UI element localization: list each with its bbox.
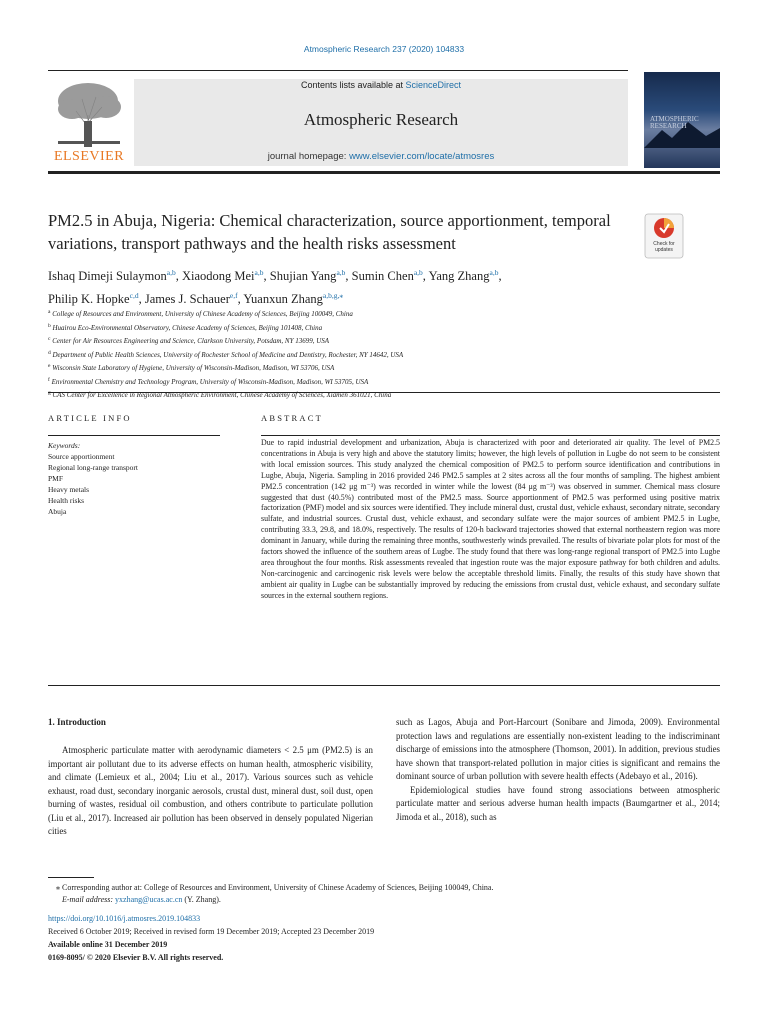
affiliations bbox=[48, 307, 668, 402]
sciencedirect-link[interactable]: ScienceDirect bbox=[405, 80, 462, 90]
affiliation-item: $^c$ Center for Air Resources Engineering and Science, Clarkson University, Potsdam, NY 13699, USA bbox=[48, 336, 330, 345]
intro-paragraph: such as Lagos, Abuja and Port-Harcourt (Sonibare and Jimoda, 2009). Environmental protection laws and regulations are essentially non-existent leading to the indiscriminant discharge of emissions into the atmosphere (Thomson, 2001). In addition, previous studies have shown that transport-related pollution in major cities is significant and remains the dominant source of urban pollution with severe health effects (Adebayo et al., 2016). bbox=[396, 717, 720, 781]
corresponding-author-note: ⁎ Corresponding author at: College of Resources and Environment, University of Chinese Academy of Sciences, Beijing 100049, China. bbox=[56, 883, 494, 892]
author[interactable]: Ishaq Dimeji Sulaymon$^{a,b}$, bbox=[48, 268, 182, 283]
homepage-prefix: journal homepage: bbox=[267, 151, 350, 162]
journal-citation[interactable]: Atmospheric Research 237 (2020) 104833 bbox=[303, 44, 465, 54]
affiliation-item: $^e$ Wisconsin State Laboratory of Hygiene, University of Wisconsin-Madison, Madison, WI 53706, USA bbox=[48, 363, 335, 372]
author[interactable]: Xiaodong Mei$^{a,b}$, bbox=[181, 268, 270, 283]
footnote bbox=[48, 882, 720, 906]
keyword: Abuja bbox=[48, 507, 67, 516]
intro-paragraph: Epidemiological studies have found strong associations between atmospheric particulate matter and serious adverse human health impacts (Baumgartner et al., 2014; Jimoda et al., 2018), such as bbox=[396, 784, 720, 822]
paper-title: PM2.5 in Abuja, Nigeria: Chemical characterization, source apportionment, temporal variations, transport pathways and the health risks assessment bbox=[48, 211, 611, 253]
received-dates: Received 6 October 2019; Received in revised form 19 December 2019; Accepted 23 December 2019 bbox=[48, 927, 375, 936]
online-date: Available online 31 December 2019 bbox=[48, 940, 168, 949]
section-rule bbox=[48, 392, 720, 393]
abstract-rule bbox=[261, 435, 720, 436]
header-top-rule bbox=[48, 70, 628, 71]
affiliation-item: $^b$ Huairou Eco-Environmental Observatory, Chinese Academy of Sciences, Beijing 101408, China bbox=[48, 322, 323, 332]
abstract-bottom-rule bbox=[48, 685, 720, 686]
abstract-heading: ABSTRACT bbox=[261, 413, 323, 423]
abstract-text: Due to rapid industrial development and urbanization, Abuja is characterized with poor and deteriorated air quality. The level of PM2.5 concentrations in Abuja is very high and above the statutory limits; however, the high levels of pollution in Lugbe do not seem to be consistent with local emission sources. This study analyzed the chemical composition of PM2.5 to perform source identification and contributions in Lugbe, Abuja, Nigeria. Sampling in 2016 provided 246 PM2.5 samples at 2 sites across all the four months of sampling. The highest ambient PM2.5 concentration (142 μg m⁻³) was recorded in winter while the lowest (84 μg m⁻³) was observed in summer. Chemical mass closure suggested that dust (40.5%) contributed most of the PM2.5 mass. Source apportionment of PM2.5 was performed using positive matrix factorization (PMF) model and six sources were identified. They include mineral dust, crustal dust, vehicle exhaust, secondary nitrate, secondary sulfate, and industrial sources. Crustal dust, vehicle exhaust, and secondary sulfate were the major sources of ambient PM2.5 in Lugbe, contributing 33.3, 29.8, and 18.0%, respectively. The results of 120-h backward trajectories showed that external northeastern region was more dominant in January, while during the remaining three months, southwesterly winds prevailed. The results of bivariate polar plots for most of the factors showed the influence of the southern areas of Lugbe. The study found that there was long-range regional transport of PM2.5 into Lugbe area throughout the four months. Risk assessments revealed that ingestion route was the major exposure pathway for both children and adults. Non-carcinogenic and carcinogenic risk levels were below the acceptable threshold limits. Finally, the results of this study have shown that ambient air quality in Lugbe can be substantially improved by reducing the emissions from crustal dust, vehicle exhaust, and secondary sulfate sources in the external southern regions. bbox=[261, 438, 720, 600]
affiliation-item: $^a$ College of Resources and Environment, University of Chinese Academy of Sciences, Beijing 100049, China bbox=[48, 309, 353, 318]
header-bottom-rule bbox=[48, 171, 720, 174]
intro-right-column bbox=[396, 716, 720, 824]
intro-heading: 1. Introduction bbox=[48, 717, 106, 727]
intro-left-column bbox=[48, 744, 373, 839]
contents-line bbox=[134, 80, 628, 90]
footnote-rule bbox=[48, 877, 94, 878]
cover-title: ATMOSPHERIC RESEARCH bbox=[650, 115, 699, 130]
homepage-link[interactable]: www.elsevier.com/locate/atmosres bbox=[349, 151, 495, 162]
elsevier-tree-icon bbox=[48, 77, 130, 149]
doi-link[interactable]: https://doi.org/10.1016/j.atmosres.2019.104833 bbox=[48, 914, 201, 923]
journal-title: Atmospheric Research bbox=[303, 110, 459, 129]
copyright: 0169-8095/ © 2020 Elsevier B.V. All rights reserved. bbox=[48, 953, 224, 962]
author[interactable]: Yuanxun Zhang$^{a,b,g,⁎}$ bbox=[243, 291, 344, 306]
keywords-label: Keywords: bbox=[48, 441, 81, 450]
elsevier-logo[interactable] bbox=[48, 77, 130, 167]
keywords-block bbox=[48, 440, 228, 517]
intro-paragraph: Atmospheric particulate matter with aerodynamic diameters < 2.5 μm (PM2.5) is an important air pollutant due to its adverse effects on human health, atmospheric visibility, and climate (Lemieux et al., 2004; Liu et al., 2017). Various sources such as vehicle exhaust, road dust, secondary inorganic aerosols, crustal dust, mineral dust, soil dust, open burning of wastes, residual oil combustion, and others contribute to particulate pollution (Liu et al., 2017). Increased air pollution has been observed in densely populated Nigerian cities bbox=[48, 745, 373, 836]
affiliation-item: $^g$ CAS Center for Excellence in Regional Atmospheric Environment, Chinese Academy of Sciences, Xiamen 361021, China bbox=[48, 390, 392, 399]
article-info-heading: ARTICLE INFO bbox=[48, 413, 132, 423]
keyword: PMF bbox=[48, 474, 64, 483]
author[interactable]: Shujian Yang$^{a,b}$, bbox=[269, 268, 352, 283]
email-line: E-mail address: yxzhang@ucas.ac.cn (Y. Zhang). bbox=[62, 895, 221, 904]
email-link[interactable]: yxzhang@ucas.ac.cn bbox=[115, 895, 183, 904]
article-info-rule bbox=[48, 435, 220, 436]
author[interactable]: James J. Schauer$^{e,f}$, bbox=[144, 291, 244, 306]
author[interactable]: Sumin Chen$^{a,b}$, bbox=[351, 268, 429, 283]
publisher-logo-text: ELSEVIER bbox=[53, 149, 125, 164]
check-for-updates-badge[interactable] bbox=[644, 213, 684, 259]
keyword: Health risks bbox=[48, 496, 85, 505]
contents-prefix: Contents lists available at bbox=[300, 80, 406, 90]
keyword: Heavy metals bbox=[48, 485, 90, 494]
keyword: Regional long-range transport bbox=[48, 463, 138, 472]
affiliation-item: $^f$ Environmental Chemistry and Technology Program, University of Wisconsin-Madison, Madison, WI 53705, USA bbox=[48, 376, 369, 386]
homepage-line bbox=[134, 151, 628, 162]
journal-cover[interactable] bbox=[644, 72, 720, 168]
check-updates-label: Check for updates bbox=[653, 241, 675, 253]
affiliation-item: $^d$ Department of Public Health Sciences, University of Rochester School of Medicine and Dentistry, Rochester, NY 14642, USA bbox=[48, 349, 404, 359]
author[interactable]: Philip K. Hopke$^{c,d}$, bbox=[48, 291, 145, 306]
author-list bbox=[48, 263, 668, 309]
author[interactable]: Yang Zhang$^{a,b}$, bbox=[428, 268, 502, 283]
keyword: Source apportionment bbox=[48, 452, 115, 461]
